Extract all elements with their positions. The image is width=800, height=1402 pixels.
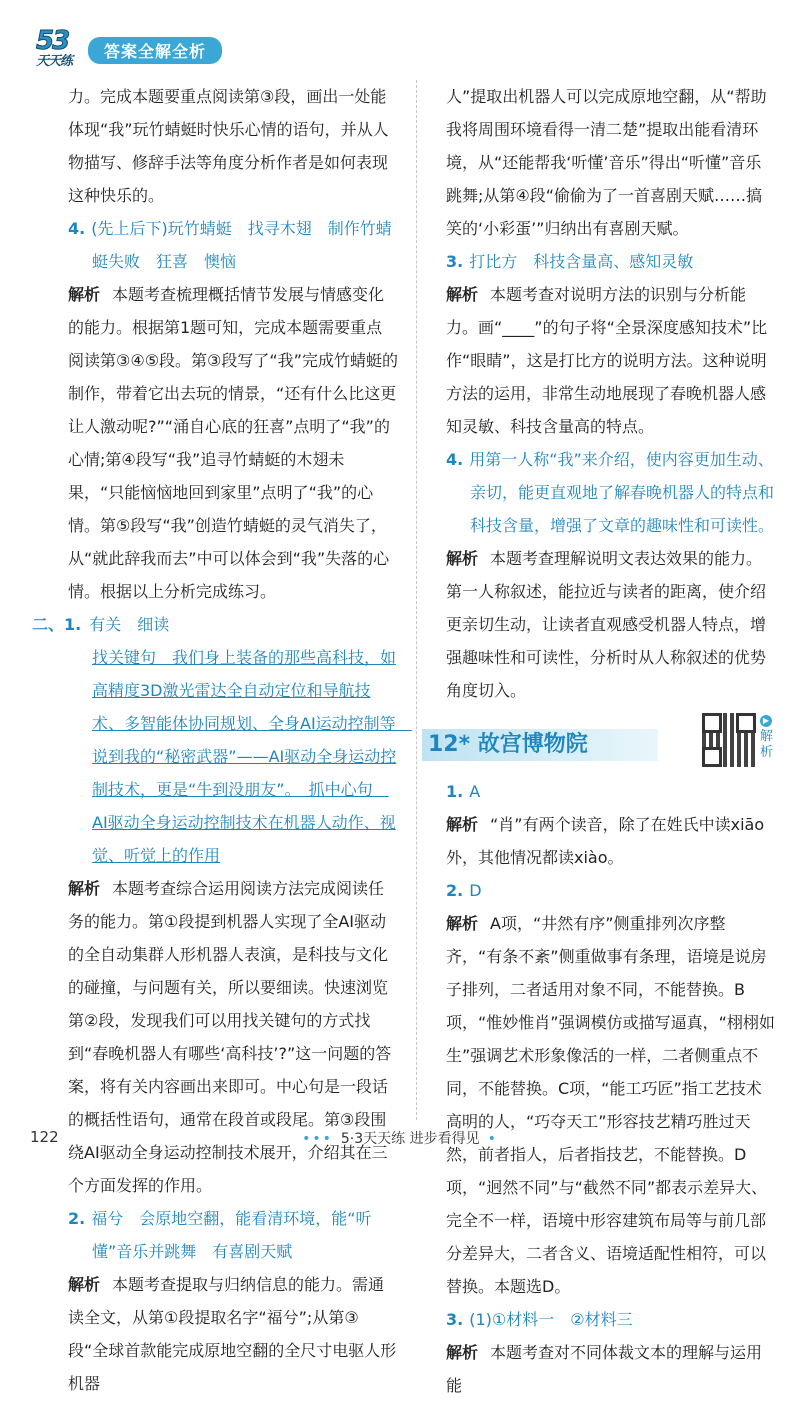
section-answer [32, 608, 398, 641]
qr-code-icon [702, 713, 756, 767]
analysis-text: 本题考查提取与归纳信息的能力。需通读全文，从第①段提取名字“福兮”;从第③段“全球首款能完成原地空翻的全尺寸电驱人形机器 [68, 1275, 397, 1393]
analysis-label: 解析 [68, 1275, 101, 1294]
analysis-label: 解析 [446, 914, 479, 933]
footer-dots-right: • [487, 1131, 498, 1147]
analysis-text: 本题考查对说明方法的识别与分析能力。画“____”的句子将“全景深度感知技术”比作“眼睛”，这是打比方的说明方法。这种说明方法的运用，非常生动地展现了春晚机器人感知灵敏、科技含量高的特点。 [446, 285, 768, 436]
answer-text: 有关 细读 [89, 615, 170, 634]
qr-finder-icon [702, 747, 722, 767]
answer-number: 3. [446, 252, 464, 271]
answer-number: 4. [68, 219, 86, 238]
answer-number: 1. [446, 782, 464, 801]
analysis-paragraph [446, 278, 776, 443]
analysis-text: 本题考查梳理概括情节发展与情感变化的能力。根据第1题可知，完成本题需要重点阅读第③④⑤段。第③段写了“我”完成竹蜻蜓的制作，带着它出去玩的情景，“还有什么比这更让人激动呢?”“涌自心底的狂喜”点明了“我”的心情;第④段写“我”追寻竹蜻蜓的木翅未果，“只能恼恼地回到家里”点明了“我”的心情。第⑤段写“我”创造竹蜻蜓的灵气消失了，从“就此辞我而去”中可以体会到“我”失落的心情。根据以上分析完成练习。 [68, 285, 398, 601]
answer-number: 4. [446, 450, 464, 469]
page-number: 122 [30, 1128, 59, 1146]
analysis-text: A项，“井然有序”侧重排列次序整齐，“有条不紊”侧重做事有条理，语境是说房子排列，二者适用对象不同，不能替换。B项，“惟妙惟肖”强调模仿或描写逼真，“栩栩如生”强调艺术形象像活的一样，二者侧重点不同，不能替换。C项，“能工巧匠”指工艺技术高明的人，“巧夺天工”形容技艺精巧胜过天然，前者指人，后者指技艺，不能替换。D项，“迥然不同”与“截然不同”都表示差异大、完全不一样，语境中形容建筑布局等与前几部分差异大，二者含义、语境适配性相符，可以替换。本题选D。 [446, 914, 775, 1296]
answer-text: 找关键句 我们身上装备的那些高科技，如高精度3D激光雷达全自动定位和导航技术、多智能体协同规划、全身AI运动控制等 说到我的“秘密武器”——AI驱动全身运动控制技术，更是“牛到没朋友”。 抓中心句 AI驱动全身运动控制技术在机器人动作、视觉、听觉上的作用 [92, 648, 412, 865]
answer-item [446, 1303, 776, 1336]
analysis-text: “肖”有两个读音，除了在姓氏中读xiāo外，其他情况都读xiào。 [446, 815, 765, 867]
qr-finder-icon [736, 713, 756, 733]
analysis-text: 本题考查对不同体裁文本的理解与运用能 [446, 1343, 763, 1395]
logo-subtitle: 天天练 [36, 54, 73, 69]
analysis-text: 本题考查综合运用阅读方法完成阅读任务的能力。第①段提到机器人实现了全AI驱动的全自动集群人形机器人表演，是科技与文化的碰撞，与问题有关，所以要细读。快速浏览第②段，发现我们可以用找关键句的方式找到“春晚机器人有哪些‘高科技’?”这一问题的答案，将有关内容画出来即可。中心句是一段话的概括性语句，通常在段首或段尾。第③段围绕AI驱动全身运动控制技术展开，介绍其在三个方面发挥的作用。 [68, 879, 392, 1195]
footer-slogan-text: 5·3天天练 进步看得见 [340, 1131, 480, 1147]
footer-dots-left: ••• [302, 1131, 333, 1147]
answer-item [446, 443, 776, 542]
analysis-paragraph [68, 278, 398, 608]
answer-paragraph: 力。完成本题要重点阅读第③段，画出一处能体现“我”玩竹蜻蜓时快乐心情的语句，并从人物描写、修辞手法等角度分析作者是如何表现这种快乐的。 [68, 87, 389, 205]
answer-number: 3. [446, 1310, 464, 1329]
answer-text: 用第一人称“我”来介绍，使内容更加生动、亲切，能更直观地了解春晚机器人的特点和科技含量，增强了文章的趣味性和可读性。 [469, 450, 775, 535]
answer-text: (先上后下)玩竹蜻蜓 找寻木翅 制作竹蜻蜓失败 狂喜 懊恼 [91, 219, 392, 271]
answer-item [68, 1202, 398, 1268]
answer-item [446, 874, 776, 907]
analysis-paragraph [446, 1336, 776, 1402]
footer-slogan [0, 1128, 800, 1148]
logo-mark: 53 [36, 26, 69, 56]
answer-block [68, 641, 412, 872]
lesson-title: 12* 故宫博物院 [422, 729, 658, 761]
answer-item [68, 212, 398, 278]
answer-number: 2. [446, 881, 464, 900]
analysis-label: 解析 [68, 879, 101, 898]
answer-text: (1)①材料一 ②材料三 [469, 1310, 633, 1329]
lesson-heading [422, 716, 776, 767]
play-icon: ▶ [760, 715, 772, 727]
page-header [30, 28, 330, 68]
analysis-label: 解析 [446, 285, 479, 304]
qr-finder-icon [702, 713, 722, 733]
analysis-paragraph [68, 1268, 398, 1400]
analysis-label: 解析 [446, 1343, 479, 1362]
page-footer [0, 1128, 800, 1152]
answer-item [446, 245, 776, 278]
analysis-paragraph [446, 542, 776, 707]
answer-text: A [469, 782, 481, 801]
column-divider [416, 80, 417, 1120]
answer-text: D [469, 881, 482, 900]
analysis-label: 解析 [68, 285, 101, 304]
brand-logo [36, 28, 86, 68]
analysis-paragraph [68, 872, 398, 1202]
answer-text: 打比方 科技含量高、感知灵敏 [469, 252, 694, 271]
right-column [428, 80, 776, 1402]
section-badge: 答案全解全析 [88, 37, 222, 64]
answer-text: 福兮 会原地空翻，能看清环境，能“听懂”音乐并跳舞 有喜剧天赋 [91, 1209, 372, 1261]
analysis-paragraph [446, 907, 776, 1303]
answer-paragraph: 人”提取出机器人可以完成原地空翻，从“帮助我将周围环境看得一清二楚”提取出能看清环境，从“还能帮我‘听懂’音乐”得出“听懂”音乐跳舞;从第④段“偷偷为了一首喜剧天赋……搞笑的‘小彩蛋’”归纳出有喜剧天赋。 [446, 87, 767, 238]
analysis-label: 解析 [446, 549, 479, 568]
analysis-text: 本题考查理解说明文表达效果的能力。第一人称叙述，能拉近与读者的距离，使介绍更亲切生动，让读者直观感受机器人特点，增强趣味性和可读性，分析时从人称叙述的优势角度切入。 [446, 549, 767, 700]
analysis-paragraph [446, 808, 776, 874]
section-number: 二、1. [32, 615, 82, 634]
qr-label: 解析 [760, 729, 774, 760]
answer-item [446, 775, 776, 808]
analysis-label: 解析 [446, 815, 479, 834]
answer-number: 2. [68, 1209, 86, 1228]
